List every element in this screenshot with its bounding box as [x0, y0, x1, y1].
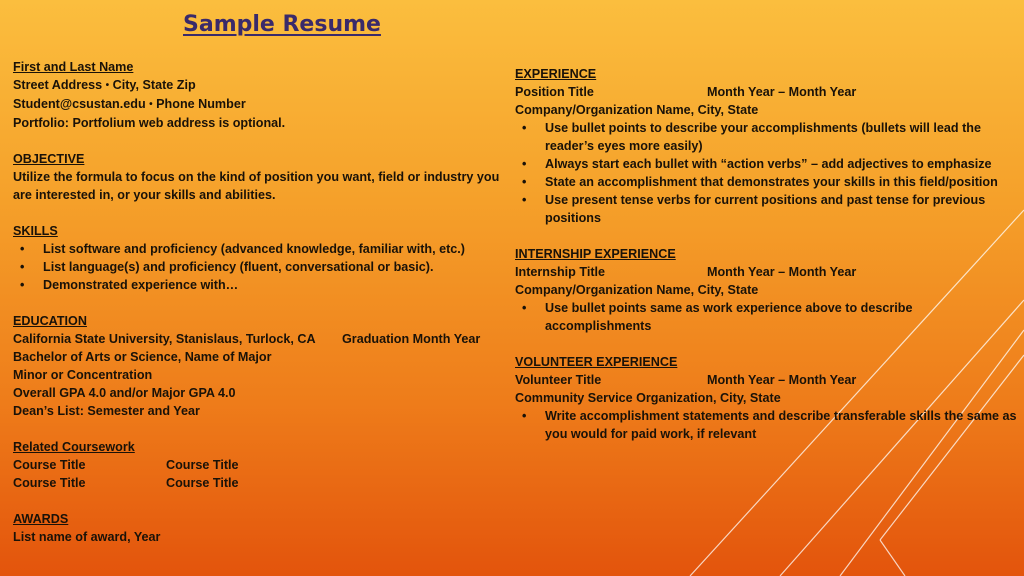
experience-bullets	[515, 119, 1020, 227]
education-deans-list: Dean’s List: Semester and Year	[13, 404, 200, 418]
course-title: Course Title	[13, 458, 86, 472]
list-item: • Always start each bullet with “action verbs” – add adjectives to emphasize	[522, 157, 992, 171]
position-title: Position Title	[515, 85, 594, 99]
contact-email-phone	[13, 95, 503, 114]
skills-list	[13, 240, 503, 294]
street-address: Street Address	[13, 78, 103, 92]
list-item: • Demonstrated experience with…	[20, 278, 239, 292]
list-item: • Use bullet points same as work experience above to describe accomplishments	[522, 301, 913, 333]
school-name: California State University, Stanislaus, Turlock, CA	[13, 332, 316, 346]
graduation-date: Graduation Month Year	[342, 332, 481, 346]
page-title: Sample Resume	[183, 12, 381, 37]
phone-text: Phone Number	[156, 97, 246, 111]
bullet-icon: •	[522, 121, 527, 135]
experience-title-row	[515, 83, 1020, 101]
separator-dot: •	[105, 80, 110, 91]
bullet-icon: •	[522, 409, 527, 423]
volunteer-title: Volunteer Title	[515, 373, 602, 387]
awards-text: List name of award, Year	[13, 530, 161, 544]
list-item: • State an accomplishment that demonstrates your skills in this field/position	[522, 175, 998, 189]
bullet-icon: •	[522, 193, 527, 207]
objective-heading: OBJECTIVE	[13, 152, 85, 166]
internship-title-row	[515, 263, 1020, 281]
coursework-row	[13, 456, 503, 474]
bullet-icon: •	[20, 242, 25, 256]
coursework-row	[13, 474, 503, 492]
internship-title: Internship Title	[515, 265, 606, 279]
internship-bullets	[515, 299, 1020, 335]
list-item: • List software and proficiency (advanced knowledge, familiar with, etc.)	[20, 242, 465, 256]
bullet-icon: •	[522, 301, 527, 315]
bullet-icon: •	[522, 157, 527, 171]
education-minor: Minor or Concentration	[13, 368, 153, 382]
contact-portfolio: Portfolio: Portfolium web address is optional.	[13, 116, 286, 130]
list-item: • List language(s) and proficiency (fluent, conversational or basic).	[20, 260, 434, 274]
email-text: Student@csustan.edu	[13, 97, 146, 111]
course-title: Course Title	[166, 476, 239, 490]
course-title: Course Title	[13, 476, 86, 490]
list-item: • Use present tense verbs for current positions and past tense for previous positions	[522, 193, 986, 225]
right-column	[515, 65, 1020, 443]
education-heading: EDUCATION	[13, 314, 87, 328]
internship-heading: INTERNSHIP EXPERIENCE	[515, 247, 676, 261]
experience-heading: EXPERIENCE	[515, 67, 597, 81]
education-school-row	[13, 330, 503, 348]
volunteer-heading: VOLUNTEER EXPERIENCE	[515, 355, 678, 369]
volunteer-bullets	[515, 407, 1020, 443]
coursework-heading: Related Coursework	[13, 440, 135, 454]
experience-dates: Month Year – Month Year	[707, 85, 857, 99]
bullet-icon: •	[20, 278, 25, 292]
skills-heading: SKILLS	[13, 224, 58, 238]
internship-dates: Month Year – Month Year	[707, 265, 857, 279]
volunteer-title-row	[515, 371, 1020, 389]
course-title: Course Title	[166, 458, 239, 472]
internship-org: Company/Organization Name, City, State	[515, 283, 759, 297]
city-state-zip: City, State Zip	[112, 78, 196, 92]
experience-org: Company/Organization Name, City, State	[515, 103, 759, 117]
awards-heading: AWARDS	[13, 512, 69, 526]
separator-dot: •	[149, 99, 153, 110]
volunteer-org: Community Service Organization, City, State	[515, 391, 781, 405]
education-degree: Bachelor of Arts or Science, Name of Major	[13, 350, 272, 364]
contact-address	[13, 76, 503, 95]
bullet-icon: •	[522, 175, 527, 189]
bullet-icon: •	[20, 260, 25, 274]
contact-name: First and Last Name	[13, 60, 134, 74]
list-item: • Write accomplishment statements and describe transferable skills the same as you would for paid work, if relevant	[522, 409, 1017, 441]
volunteer-dates: Month Year – Month Year	[707, 373, 857, 387]
list-item: • Use bullet points to describe your accomplishments (bullets will lead the reader’s eyes more easily)	[522, 121, 981, 153]
left-column	[13, 58, 503, 546]
education-gpa: Overall GPA 4.0 and/or Major GPA 4.0	[13, 386, 236, 400]
objective-text: Utilize the formula to focus on the kind of position you want, field or industry you are interested in, or your skills and abilities.	[13, 170, 500, 202]
